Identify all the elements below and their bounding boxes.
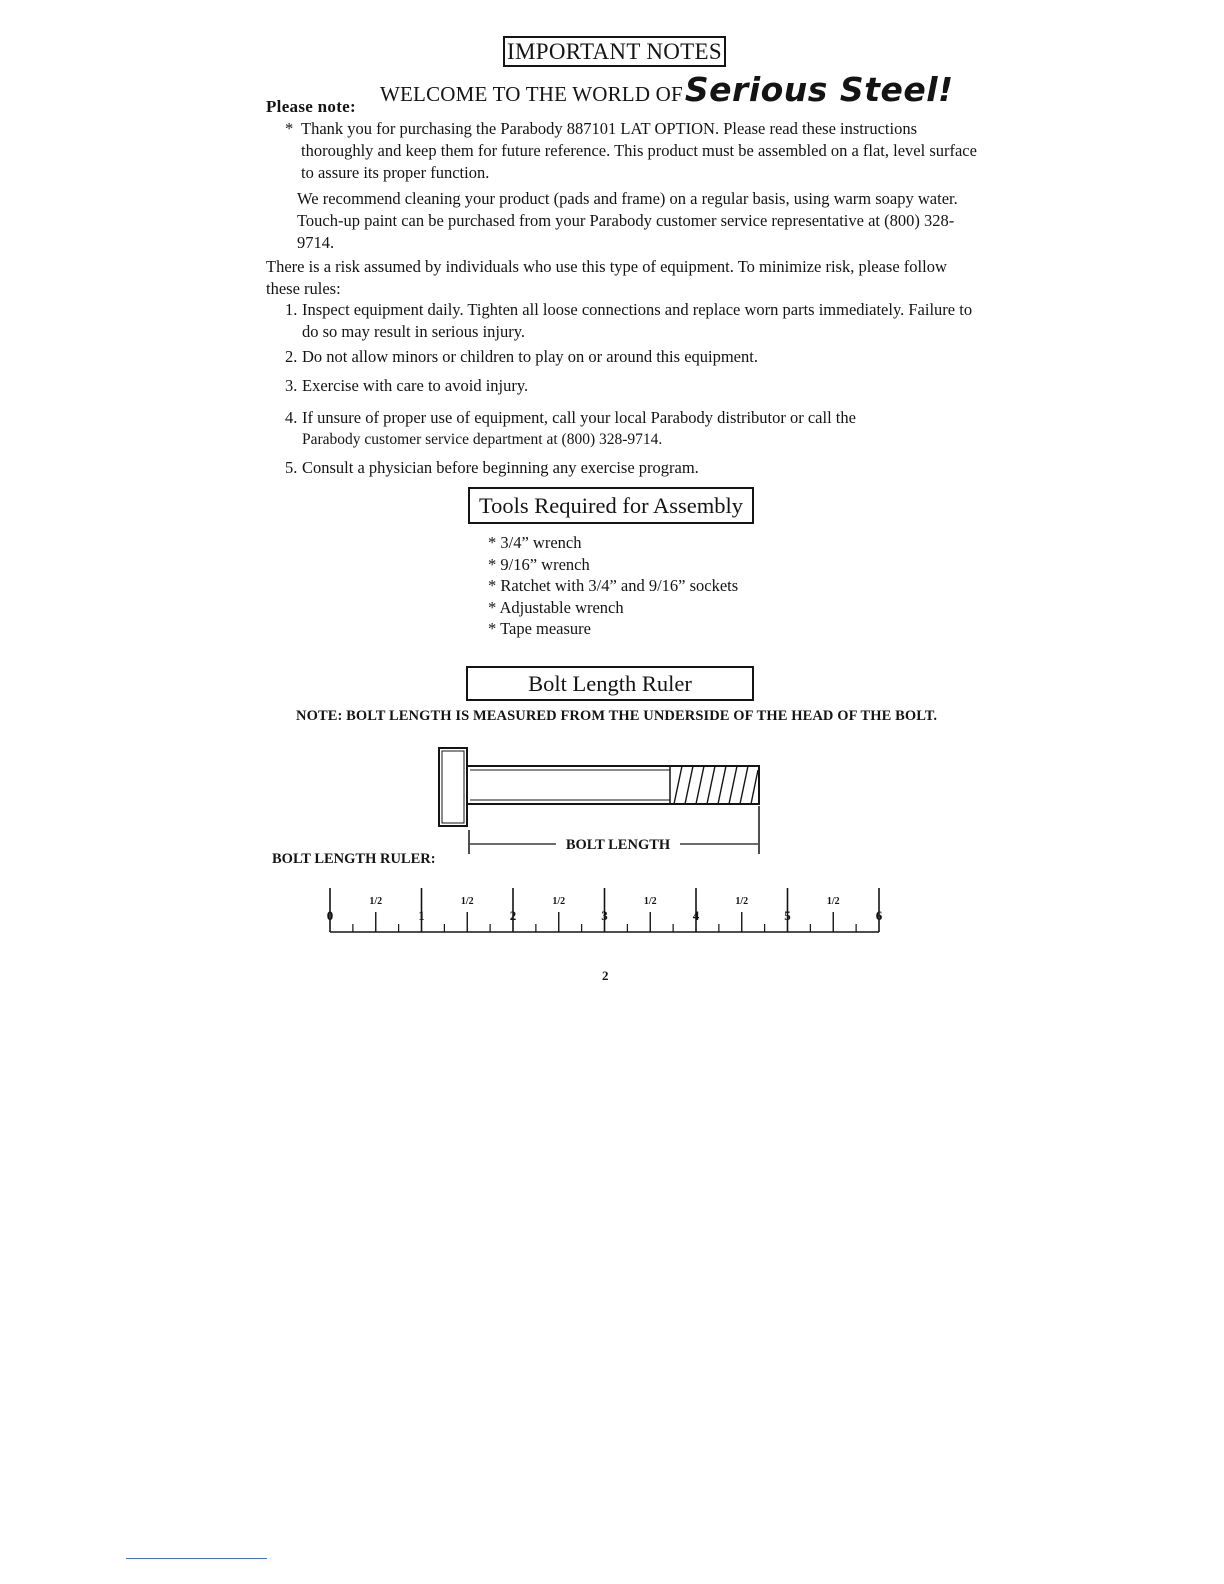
ruler-half-label: 1/2 <box>460 896 474 907</box>
ruler-half-label: 1/2 <box>552 896 566 907</box>
rule-text: Do not allow minors or children to play on or around this equipment. <box>302 347 758 366</box>
ruler-half-label: 1/2 <box>735 896 749 907</box>
tool-item: * Tape measure <box>488 619 591 639</box>
ruler-half-label: 1/2 <box>369 896 383 907</box>
rule-text-continued: Parabody customer service department at (800) 328-9714. <box>302 431 663 448</box>
bolt-threads <box>674 766 758 804</box>
cleaning-paragraph: We recommend cleaning your product (pads and frame) on a regular basis, using warm soapy water. Touch-up paint can be purchased from your Parabody customer service representative at (800) 328-9714. <box>297 189 958 252</box>
ruler-inch-label: 5 <box>784 908 791 923</box>
ruler-inch-label: 1 <box>418 908 425 923</box>
bolt-shank <box>467 766 759 804</box>
important-notes-heading: IMPORTANT NOTES <box>503 36 726 67</box>
tool-item: * 3/4” wrench <box>488 533 582 552</box>
rule-number: 3. <box>285 376 298 395</box>
welcome-text: WELCOME TO THE WORLD OF <box>380 82 683 106</box>
bolt-length-label: BOLT LENGTH <box>565 837 671 853</box>
rule-item <box>285 299 985 343</box>
bolt-head <box>439 748 467 826</box>
bullet-star: * <box>285 119 294 138</box>
ruler-inch-label: 3 <box>601 908 608 923</box>
bolt-ruler-label: BOLT LENGTH RULER: <box>272 851 436 867</box>
bolt-diagram <box>430 742 770 860</box>
rule-item <box>285 407 985 451</box>
footer-rule <box>126 1558 267 1559</box>
thank-you-paragraph <box>285 118 985 184</box>
bolt-note: NOTE: BOLT LENGTH IS MEASURED FROM THE UNDERSIDE OF THE HEAD OF THE BOLT. <box>296 708 938 724</box>
bolt-ruler-heading: Bolt Length Ruler <box>466 666 754 701</box>
rule-number: 1. <box>285 300 298 319</box>
rule-text: If unsure of proper use of equipment, call your local Parabody distributor or call the <box>302 408 856 427</box>
rule-number: 2. <box>285 347 298 366</box>
ruler-half-label: 1/2 <box>826 896 840 907</box>
risk-paragraph: There is a risk assumed by individuals who use this type of equipment. To minimize risk, please follow these rules: <box>266 257 947 298</box>
rule-text: Consult a physician before beginning any exercise program. <box>302 458 699 477</box>
brand-slogan: Serious Steel! <box>684 70 954 109</box>
please-note-label: Please note: <box>266 97 356 116</box>
page-number: 2 <box>602 968 609 983</box>
ruler-inch-label: 6 <box>875 908 883 923</box>
thank-you-text: Thank you for purchasing the Parabody 887101 LAT OPTION. Please read these instructions thoroughly and keep them for future reference. This product must be assembled on a flat, level surface to assure its proper function. <box>301 119 977 182</box>
tools-heading: Tools Required for Assembly <box>468 487 754 524</box>
ruler-inch-label: 2 <box>509 908 517 923</box>
rule-item <box>285 375 985 397</box>
tools-list <box>488 532 738 640</box>
rule-number: 5. <box>285 458 298 477</box>
ruler-inch-label: 4 <box>692 908 700 923</box>
welcome-line <box>380 70 954 109</box>
ruler-half-label: 1/2 <box>643 896 657 907</box>
rule-text: Inspect equipment daily. Tighten all loose connections and replace worn parts immediately. Failure to do so may result in serious injury. <box>302 300 973 341</box>
rule-item <box>285 457 985 479</box>
rule-number: 4. <box>285 408 298 427</box>
tool-item: * 9/16” wrench <box>488 554 590 574</box>
bolt-length-ruler <box>320 884 900 936</box>
rule-item <box>285 346 985 368</box>
tool-item: * Adjustable wrench <box>488 597 624 617</box>
ruler-marks <box>327 888 883 932</box>
ruler-inch-label: 0 <box>326 908 334 923</box>
tool-item: * Ratchet with 3/4” and 9/16” sockets <box>488 576 739 596</box>
rule-text: Exercise with care to avoid injury. <box>302 376 529 395</box>
